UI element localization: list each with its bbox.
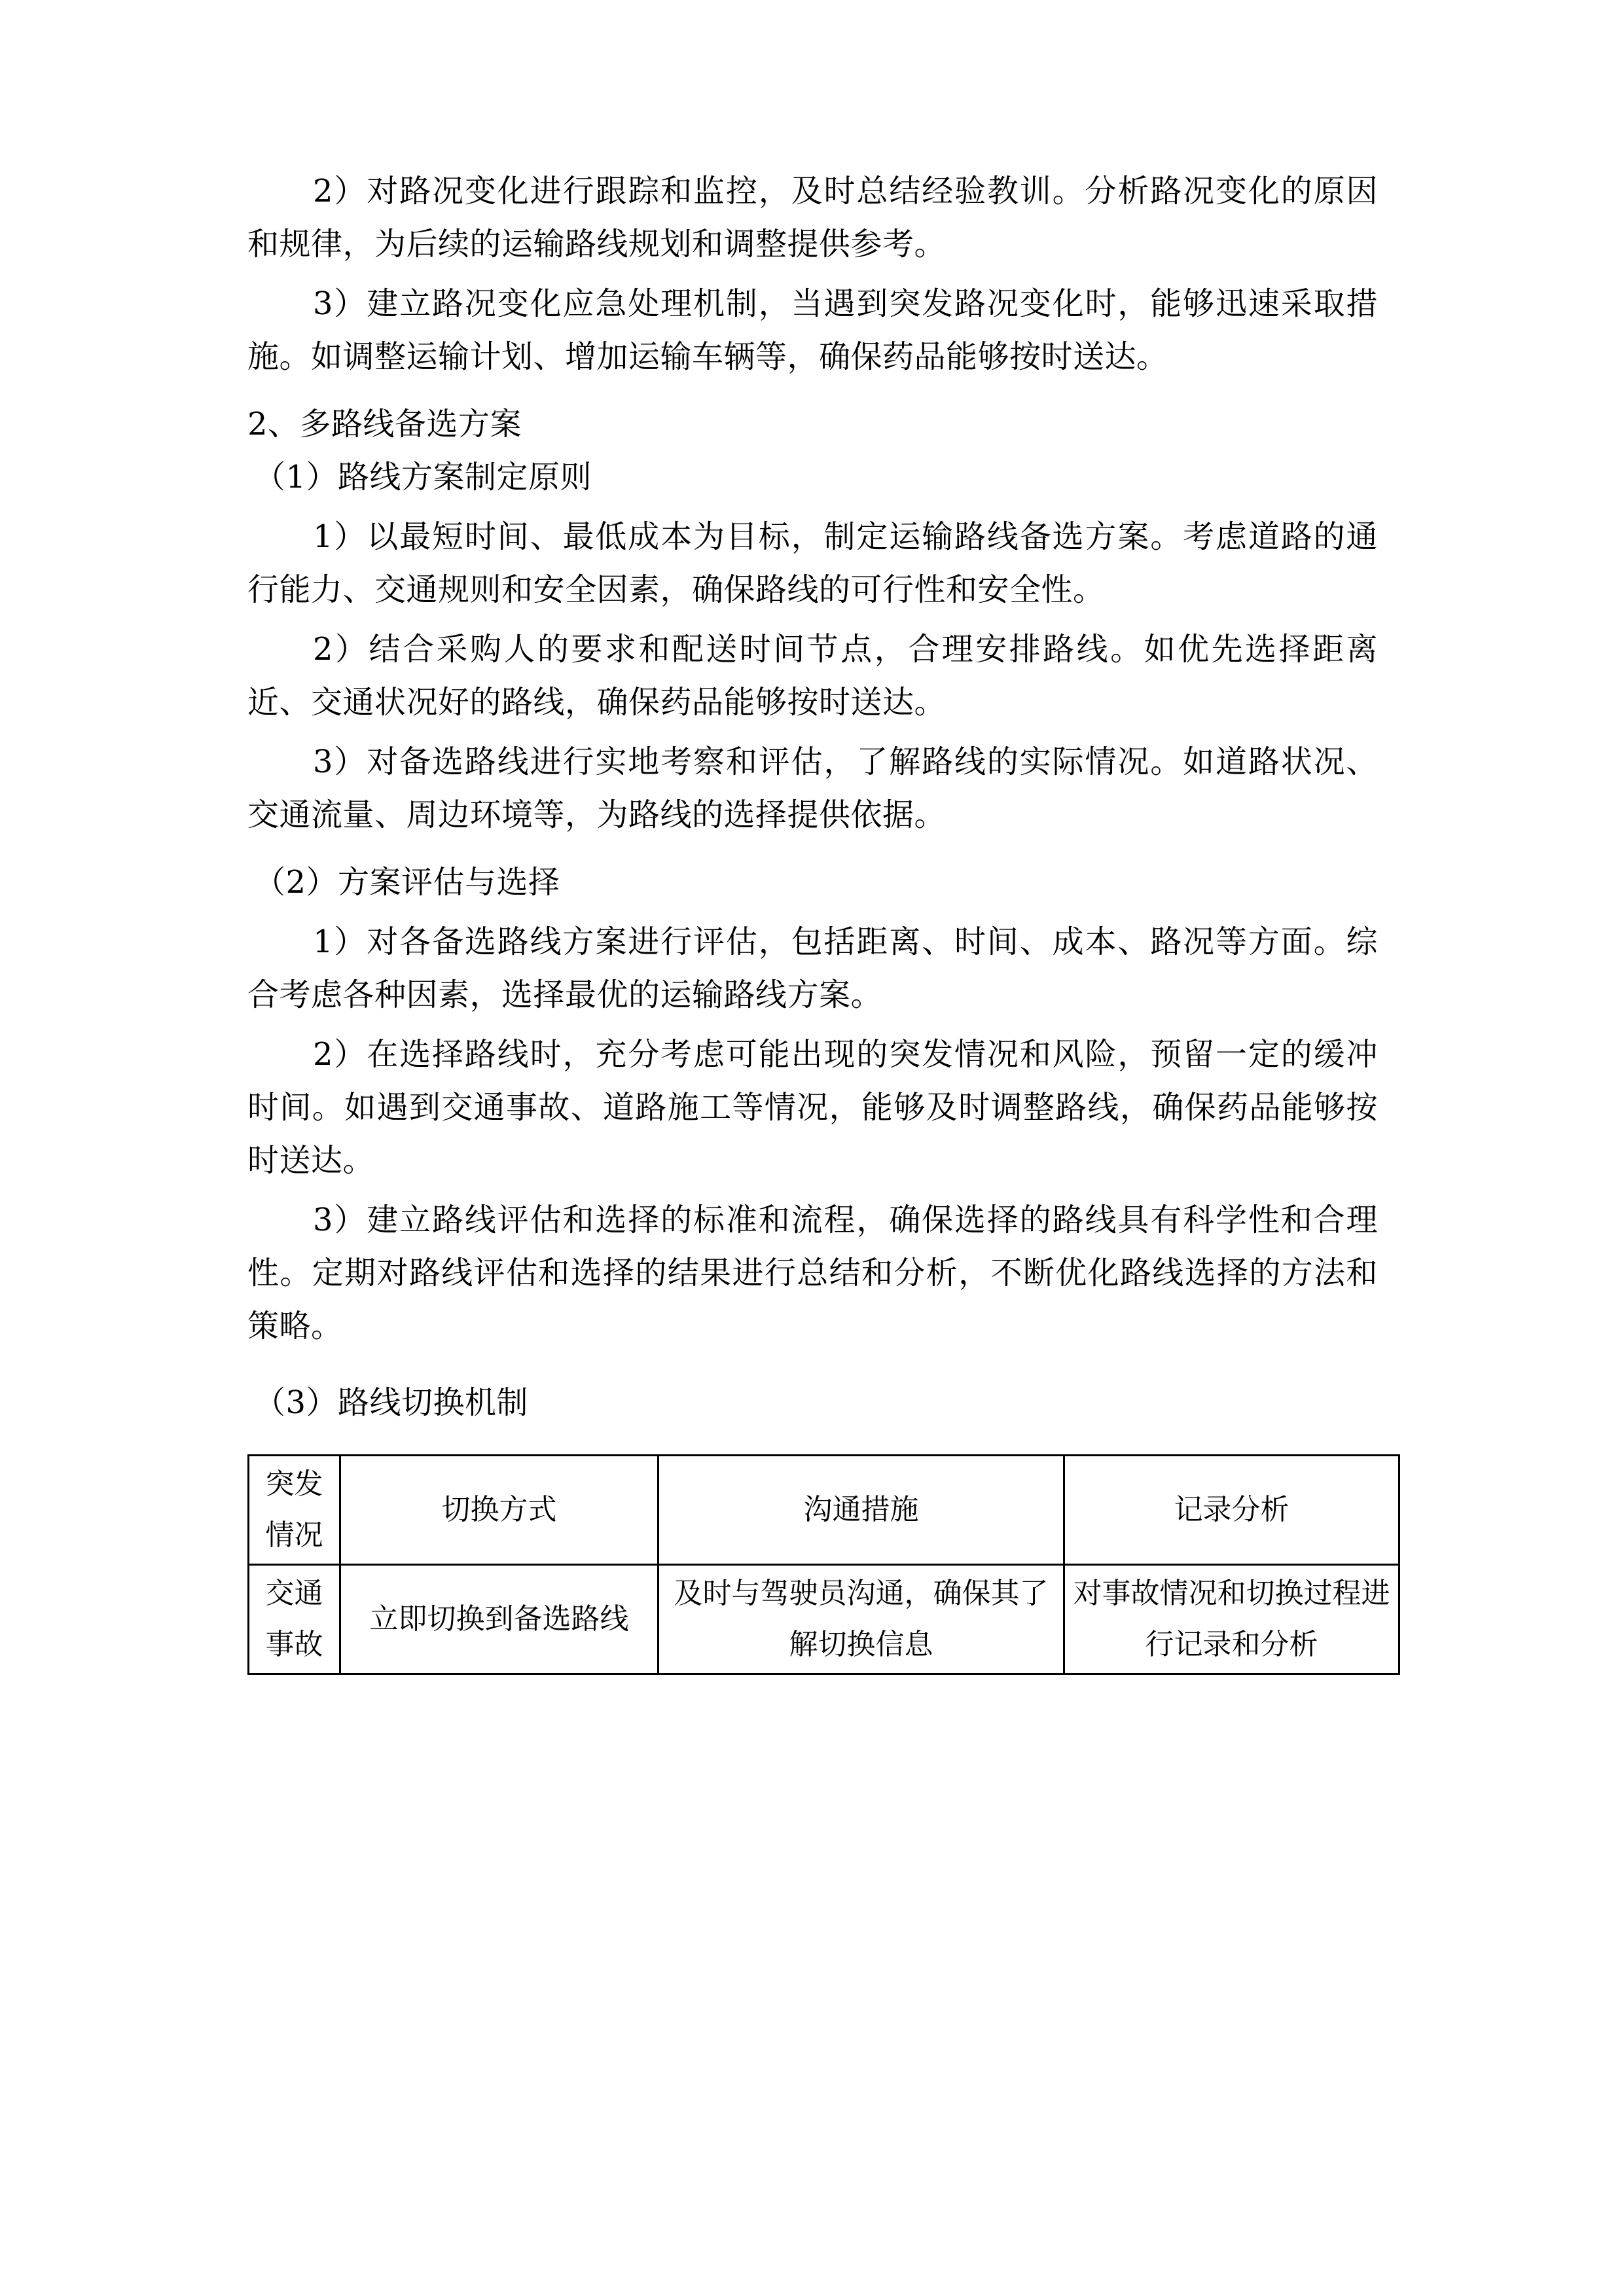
table-header-row <box>249 1456 1399 1565</box>
section-spacer <box>247 384 1378 398</box>
heading-plan-evaluation-selection: （2）方案评估与选择 <box>254 864 560 901</box>
table-cell-situation <box>249 1565 340 1674</box>
table-cell-record-analysis: 对事故情况和切换过程进行记录和分析 <box>1064 1565 1399 1674</box>
heading-route-switch-mechanism: （3）路线切换机制 <box>254 1384 529 1421</box>
paragraph-spacer <box>247 1022 1378 1028</box>
paragraph-spacer <box>247 729 1378 736</box>
paragraph-spacer <box>247 909 1378 916</box>
section-spacer <box>247 842 1378 856</box>
section-spacer <box>247 1353 1378 1376</box>
table-cell-situation-line2: 事故 <box>265 1628 323 1661</box>
paragraph-purchaser-requirements: 2）结合采购人的要求和配送时间节点，合理安排路线。如优先选择距离近、交通状况好的路线，确保药品能够按时送达。 <box>247 631 1378 721</box>
paragraph-emergency-mechanism: 3）建立路况变化应急处理机制，当遇到突发路况变化时，能够迅速采取措施。如调整运输计划、增加运输车辆等，确保药品能够按时送达。 <box>247 285 1378 375</box>
table-row <box>249 1565 1399 1674</box>
table-cell-situation-line1: 交通 <box>265 1577 323 1610</box>
table-header-situation-line1: 突发 <box>265 1467 323 1501</box>
table-header-record-analysis: 记录分析 <box>1064 1456 1399 1565</box>
paragraph-field-survey-evaluation: 3）对备选路线进行实地考察和评估，了解路线的实际情况。如道路状况、交通流量、周边环境等，为路线的选择提供依据。 <box>247 744 1378 833</box>
route-switch-table-wrapper <box>247 1454 1390 1675</box>
paragraph-evaluate-alternatives: 1）对各备选路线方案进行评估，包括距离、时间、成本、路况等方面。综合考虑各种因素，选择最优的运输路线方案。 <box>247 924 1378 1013</box>
table-header-situation <box>249 1456 340 1565</box>
paragraph-spacer <box>247 617 1378 623</box>
document-content <box>247 165 1390 1675</box>
heading-multi-route-alternatives: 2、多路线备选方案 <box>247 406 522 442</box>
table-cell-switch-method: 立即切换到备选路线 <box>340 1565 659 1674</box>
paragraph-buffer-time-risks: 2）在选择路线时，充分考虑可能出现的突发情况和风险，预留一定的缓冲时间。如遇到交通事故、道路施工等情况，能够及时调整路线，确保药品能够按时送达。 <box>247 1036 1378 1179</box>
paragraph-spacer <box>247 271 1378 278</box>
route-switch-mechanism-table <box>247 1454 1400 1675</box>
paragraph-evaluation-standards-process: 3）建立路线评估和选择的标准和流程，确保选择的路线具有科学性和合理性。定期对路线评估和选择的结果进行总结和分析，不断优化路线选择的方法和策略。 <box>247 1202 1378 1344</box>
table-header-communication: 沟通措施 <box>659 1456 1064 1565</box>
paragraph-spacer <box>247 504 1378 511</box>
table-header-situation-line2: 情况 <box>265 1518 323 1552</box>
paragraph-shortest-time-lowest-cost: 1）以最短时间、最低成本为目标，制定运输路线备选方案。考虑道路的通行能力、交通规则和安全因素，确保路线的可行性和安全性。 <box>247 518 1378 608</box>
paragraph-spacer <box>247 1187 1378 1194</box>
paragraph-road-condition-tracking: 2）对路况变化进行跟踪和监控，及时总结经验教训。分析路况变化的原因和规律，为后续的运输路线规划和调整提供参考。 <box>247 173 1378 262</box>
table-header-switch-method: 切换方式 <box>340 1456 659 1565</box>
table-cell-communication: 及时与驾驶员沟通，确保其了解切换信息 <box>659 1565 1064 1674</box>
heading-route-plan-principles: （1）路线方案制定原则 <box>254 459 592 495</box>
